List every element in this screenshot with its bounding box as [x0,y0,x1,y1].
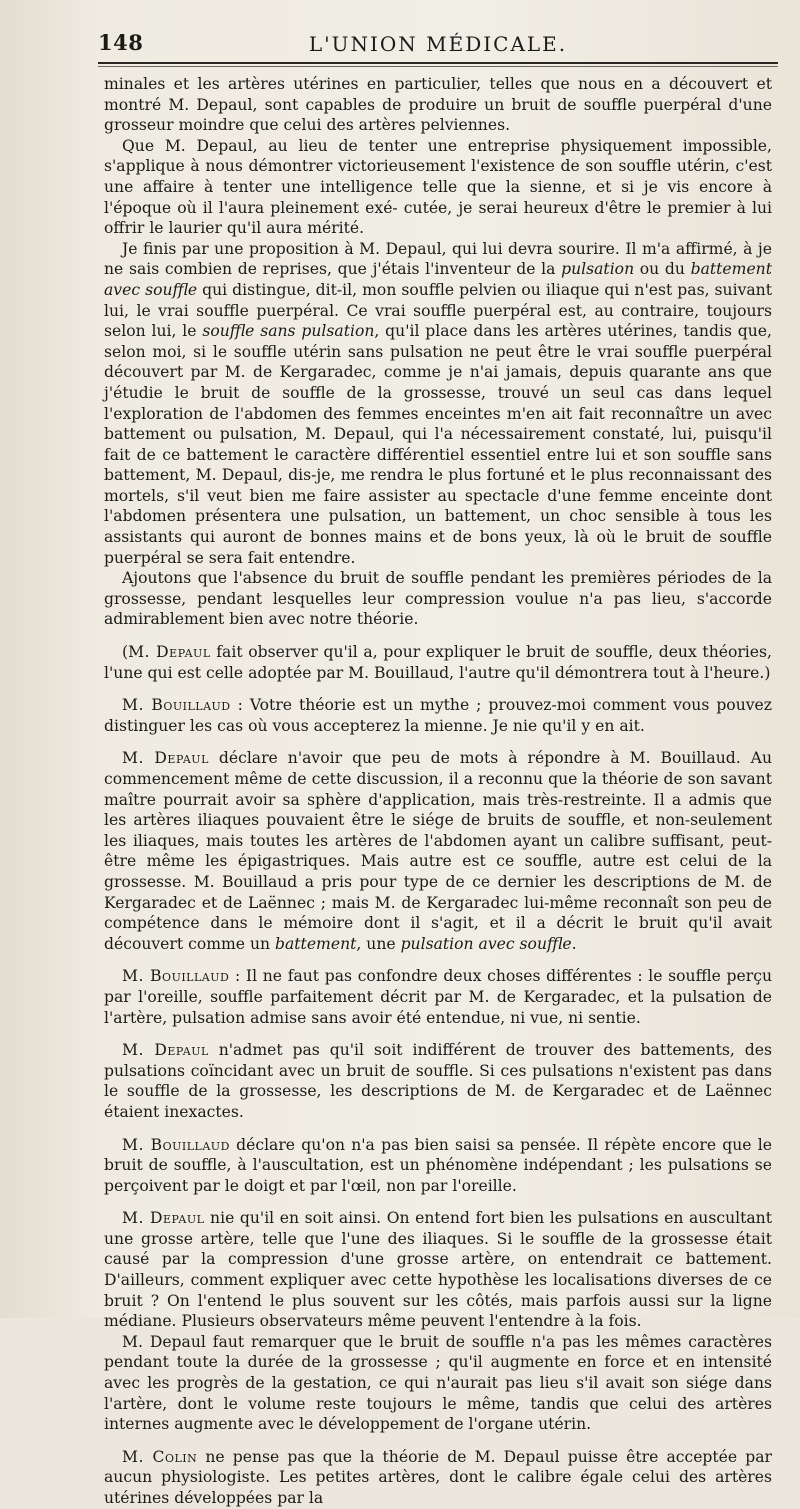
paragraph: Que M. Depaul, au lieu de tenter une entreprise physiquement impossible, s'applique à nous démontrer victorieusement l'existence de son souffle utérin, c'est une affaire à tenter une intelligence telle que la sienne, et si je vis encore à l'époque où il l'aura pleinement exé- cutée, je serai heureux d'être le premier à lui offrir le laurier qu'il aura mérité. [104,136,772,238]
paragraph: M. Depaul faut remarquer que le bruit de souffle n'a pas les mêmes caractères pendant toute la durée de la grossesse ; qu'il augmente en force et en intensité avec les progrès de la gestation, ce qui n'aurait pas lieu s'il avait son siége dans l'artère, dont le volume reste toujours le même, tandis que celui des artères internes augmente avec le développement de l'organe utérin. [104,1332,772,1434]
paragraph: (M. Depaul fait observer qu'il a, pour expliquer le bruit de souffle, deux théories, l'une qui est celle adoptée par M. Bouillaud, l'autre qu'il démontrera tout à l'heure.) [104,643,772,682]
speaker-name: M. Bouillaud [122,1135,230,1154]
paragraph: Ajoutons que l'absence du bruit de souffle pendant les premières périodes de la grossesse, pendant lesquelles leur compression voulue n'a pas lieu, s'accorde admirablement bien avec notre théorie. [104,569,772,629]
italic-term: souffle sans pulsation [202,322,375,341]
header-rule [98,62,778,64]
running-header [98,26,778,62]
paragraph: M. Depaul déclare n'avoir que peu de mots à répondre à M. Bouillaud. Au commencement même de cette discussion, il a reconnu que la théorie de son savant maître pourrait avoir sa sphère d'application, mais très-restreinte. Il a admis que les artères iliaques pouvaient être le siége de bruits de souffle, et non-seulement les iliaques, mais toutes les artères de l'abdomen ayant un calibre suffisant, peut-être même les épigastriques. Mais autre est ce souffle, autre est celui de la grossesse. M. Bouillaud a pris pour type de ce dernier les descriptions de M. de Kergaradec et de Laënnec ; mais M. de Kergaradec lui-même reconnaît son peu de compétence dans le mémoire dont il s'agit, et il a décrit le bruit qu'il avait découvert comme un battement, une pulsation avec souffle. [104,749,772,953]
speaker-name: M. Colin [122,1447,198,1466]
speaker-name: M. Depaul [122,749,209,768]
italic-term: battement avec souffle [104,260,772,299]
paragraph: Je finis par une proposition à M. Depaul, qui lui devra sourire. Il m'a affirmé, à je ne sais combien de reprises, que j'étais l'inventeur de la pulsation ou du battement avec souffle qui distingue, dit-il, mon souffle pelvien ou iliaque qui n'est pas, suivant lui, le vrai souffle puerpéral. Ce vrai souffle puerpéral est, au contraire, toujours selon lui, le souffle sans pulsation, qu'il place dans les artères utérines, tandis que, selon moi, si le souffle utérin sans pulsation ne peut être le vrai souffle puerpéral découvert par M. de Kergaradec, comme je n'ai jamais, depuis quarante ans que j'étudie le bruit de souffle de la grossesse, trouvé un seul cas dans lequel l'exploration de l'abdomen des femmes enceintes m'en ait fait reconnaître un avec battement ou pulsation, M. Depaul, qui l'a nécessairement constaté, lui, puisqu'il fait de ce battement le caractère différentiel essentiel entre lui et son souffle sans battement, M. Depaul, dis-je, me rendra le plus fortuné et le plus reconnaissant des mortels, s'il veut bien me faire assister au spectacle d'une femme enceinte dont l'abdomen présentera une pulsation, un battement, un choc sensible à tous les assistants qui auront de bonnes mains et de bons yeux, là où le bruit de souffle puerpéral se sera fait entendre. [104,239,772,567]
header-rule-thin [98,66,778,67]
article-body [104,74,772,1509]
speaker-name: M. Depaul [122,1209,205,1228]
italic-term: battement [275,934,357,953]
paragraph: minales et les artères utérines en particulier, telles que nous en a découvert et montré M. Depaul, sont capables de produire un bruit de souffle puerpéral d'une grosseur moindre que celui des artères pelviennes. [104,75,772,135]
speaker-name: M. Depaul [128,643,211,662]
speaker-name: M. Bouillaud [122,696,231,715]
journal-title: L'UNION MÉDICALE. [308,32,568,56]
paragraph: M. Colin ne pense pas que la théorie de M. Depaul puisse être acceptée par aucun physiologiste. Les petites artères, dont le calibre égale celui des artères utérines développées par la [104,1447,772,1507]
page-number: 148 [98,30,144,55]
speaker-name: M. Bouillaud [122,967,230,986]
speaker-name: M. Depaul [122,1041,209,1060]
italic-term: pulsation [561,260,635,279]
paragraph: M. Bouillaud déclare qu'on n'a pas bien saisi sa pensée. Il répète encore que le bruit de souffle, à l'auscultation, est un phénomène indépendant ; les pulsations se perçoivent par le doigt et par l'œil, non par l'oreille. [104,1135,772,1195]
paragraph: M. Depaul nie qu'il en soit ainsi. On entend fort bien les pulsations en auscultant une grosse artère, telle que l'une des iliaques. Si le souffle de la grossesse était causé par la compression d'une grosse artère, on entendrait ce battement. D'ailleurs, comment expliquer avec cette hypothèse les localisations diverses de ce bruit ? On l'entend le plus souvent sur les côtés, mais parfois aussi sur la ligne médiane. Plusieurs observateurs même peuvent l'entendre à la fois. [104,1209,772,1331]
paragraph: M. Bouillaud : Votre théorie est un mythe ; prouvez-moi comment vous pouvez distinguer les cas où vous accepterez la mienne. Je nie qu'il y en ait. [104,696,772,735]
paragraph: M. Bouillaud : Il ne faut pas confondre deux choses différentes : le souffle perçu par l'oreille, souffle parfaitement décrit par M. de Kergaradec, et la pulsation de l'artère, pulsation admise sans avoir été entendue, ni vue, ni sentie. [104,967,773,1027]
paragraph: M. Depaul n'admet pas qu'il soit indifférent de trouver des battements, des pulsations coïncidant avec un bruit de souffle. Si ces pulsations n'existent pas dans le souffle de la grossesse, les descriptions de M. de Kergaradec et de Laënnec étaient inexactes. [104,1041,773,1121]
italic-term: pulsation avec souffle [400,934,572,953]
